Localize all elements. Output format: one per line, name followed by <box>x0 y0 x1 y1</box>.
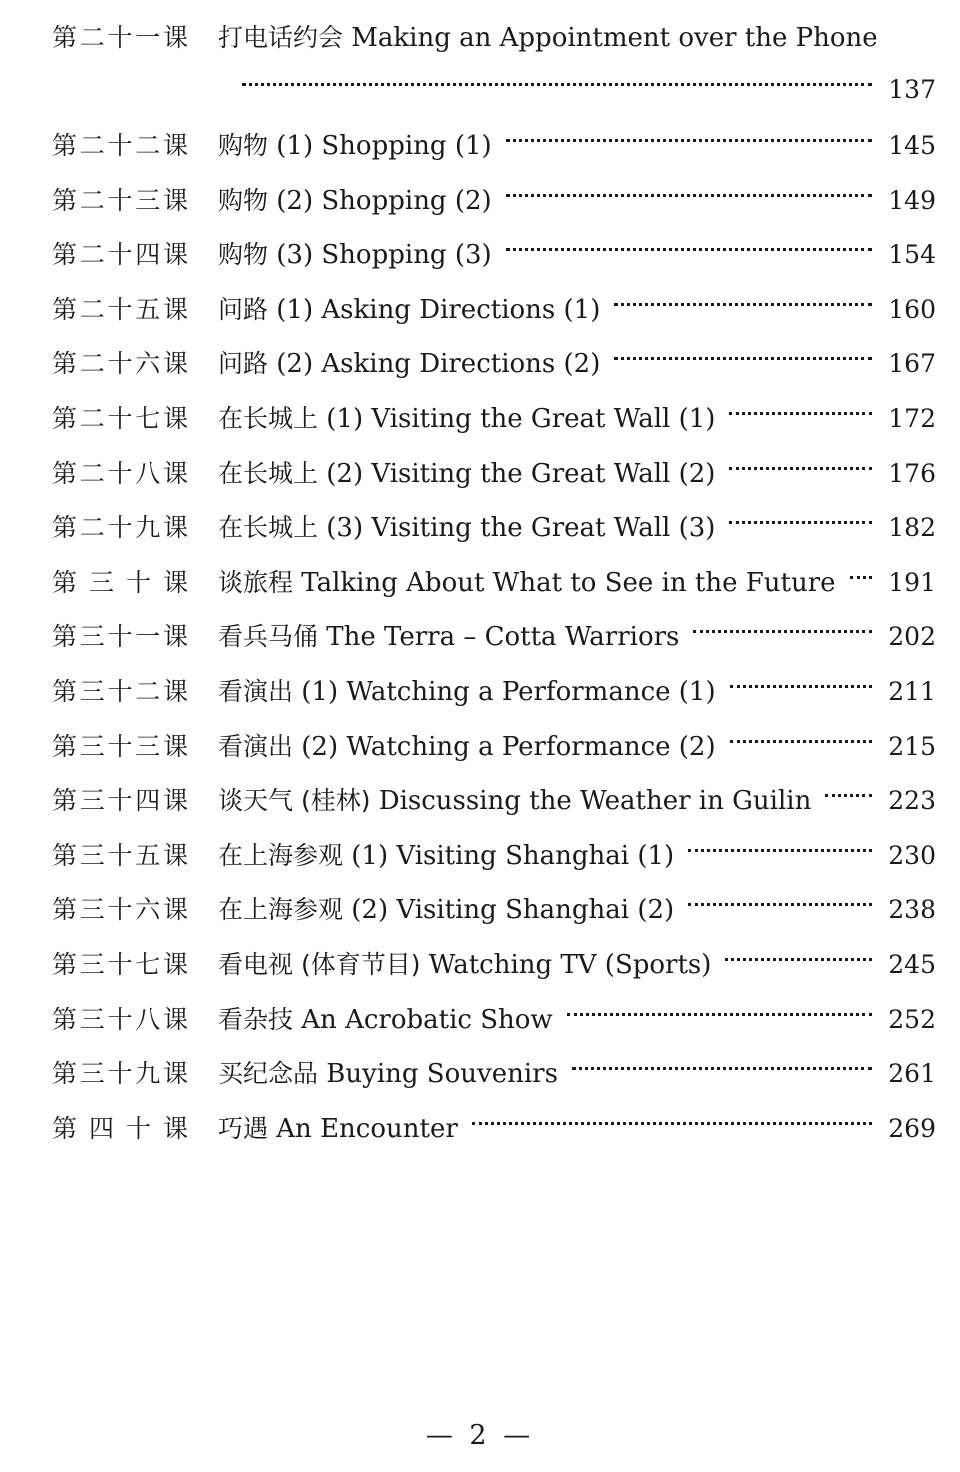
lesson-number: 第二十四课 <box>52 240 188 270</box>
lesson-number: 第三十一课 <box>52 622 188 652</box>
lesson-number: 第二十八课 <box>52 458 188 488</box>
lesson-number: 第二十六课 <box>52 349 188 379</box>
lesson-title <box>218 781 825 821</box>
lesson-title <box>218 181 506 221</box>
page-footer-number: — 2 — <box>425 1420 535 1451</box>
lesson-title <box>218 126 506 166</box>
lesson-title-english: Talking About What to See in the Future <box>301 567 836 598</box>
lesson-title-chinese: 问路 <box>218 294 269 324</box>
lesson-title-english: (1) Asking Directions (1) <box>276 294 601 325</box>
toc-entry <box>52 114 936 169</box>
lesson-title-chinese: 看演出 <box>218 731 294 761</box>
lesson-title-chinese: 巧遇 <box>218 1113 269 1143</box>
lesson-number: 第二十一课 <box>52 23 188 52</box>
lesson-title <box>218 890 688 930</box>
lesson-number: 第二十二课 <box>52 131 188 160</box>
toc-entry <box>52 496 936 551</box>
lesson-title-chinese: 看杂技 <box>218 1004 294 1034</box>
lesson-title-chinese: 看演出 <box>218 676 294 706</box>
page-number: 261 <box>888 1059 936 1089</box>
dot-leader <box>725 933 872 973</box>
lesson-title-chinese: 在上海参观 <box>218 895 344 925</box>
page-number: 149 <box>888 185 936 215</box>
lesson-title <box>218 18 892 58</box>
lesson-title-chinese: 在长城上 <box>218 513 319 543</box>
lesson-title-chinese: 购物 <box>218 240 269 270</box>
toc-entry <box>52 605 936 660</box>
dot-leader <box>242 58 872 98</box>
toc-entry <box>52 442 936 497</box>
toc-entry <box>52 878 936 933</box>
page-number: 215 <box>888 731 936 761</box>
lesson-title-chinese: 谈天气 (桂林) <box>218 786 371 816</box>
lesson-title <box>218 727 730 767</box>
lesson-title <box>218 399 729 439</box>
dot-leader <box>730 660 873 700</box>
lesson-title-english: (1) Watching a Performance (1) <box>301 676 716 707</box>
lesson-title-english: Buying Souvenirs <box>326 1059 558 1090</box>
dot-leader <box>472 1097 873 1137</box>
dot-leader <box>825 769 872 809</box>
toc-entry <box>52 1042 936 1097</box>
lesson-title-english: The Terra – Cotta Warriors <box>326 622 680 653</box>
page-number: 191 <box>888 567 936 597</box>
lesson-title-english: Watching TV (Sports) <box>428 949 712 980</box>
lesson-title-chinese: 买纪念品 <box>218 1059 319 1089</box>
toc-entry <box>52 824 936 879</box>
toc-entry <box>52 387 936 442</box>
lesson-title <box>218 945 725 985</box>
lesson-title-chinese: 看电视 (体育节目) <box>218 949 421 979</box>
lesson-number: 第四十课 <box>52 1113 188 1143</box>
dot-leader <box>506 223 873 263</box>
lesson-title-english: (2) Visiting the Great Wall (2) <box>326 458 716 489</box>
lesson-title <box>218 836 688 876</box>
lesson-number: 第二十九课 <box>52 513 188 543</box>
dot-leader <box>614 278 872 318</box>
dot-leader <box>693 605 872 645</box>
dot-leader <box>729 496 872 536</box>
toc-entry <box>52 18 936 114</box>
page-number: 176 <box>888 458 936 488</box>
page-number: 269 <box>888 1113 936 1143</box>
page-number: 172 <box>888 403 936 433</box>
dot-leader <box>688 878 872 918</box>
lesson-title-english: An Acrobatic Show <box>301 1004 553 1035</box>
lesson-number: 第三十七课 <box>52 949 188 979</box>
toc-entry <box>52 933 936 988</box>
dot-leader <box>850 551 873 591</box>
lesson-number: 第三十四课 <box>52 786 188 816</box>
lesson-title <box>218 672 730 712</box>
toc-entry <box>52 169 936 224</box>
lesson-number: 第三十二课 <box>52 676 188 706</box>
lesson-number: 第三十六课 <box>52 895 188 925</box>
toc-entry <box>52 551 936 606</box>
lesson-title-english: (3) Shopping (3) <box>276 240 492 271</box>
lesson-title-english: Discussing the Weather in Guilin <box>378 786 812 817</box>
lesson-title <box>218 235 506 275</box>
dot-leader <box>506 169 873 209</box>
lesson-title <box>218 344 614 384</box>
lesson-number: 第二十七课 <box>52 403 188 433</box>
toc-entry <box>52 660 936 715</box>
lesson-title <box>218 617 693 657</box>
lesson-title <box>218 508 729 548</box>
lesson-title-english: (2) Visiting Shanghai (2) <box>351 895 675 926</box>
dot-leader <box>688 824 872 864</box>
lesson-title <box>218 290 614 330</box>
dot-leader <box>572 1042 872 1082</box>
lesson-title-chinese: 购物 <box>218 131 269 160</box>
lesson-number: 第三十三课 <box>52 731 188 761</box>
lesson-title-english: (2) Watching a Performance (2) <box>301 731 716 762</box>
dot-leader <box>729 442 872 482</box>
lesson-title <box>218 563 850 603</box>
dot-leader <box>506 114 873 154</box>
lesson-title-english: (1) Visiting Shanghai (1) <box>351 840 675 871</box>
lesson-title-chinese: 购物 <box>218 185 269 215</box>
page-number: 202 <box>888 622 936 652</box>
lesson-title-english: An Encounter <box>276 1113 458 1144</box>
lesson-title <box>218 1000 567 1040</box>
page-number: 182 <box>888 513 936 543</box>
page-number: 160 <box>888 294 936 324</box>
page-number: 230 <box>888 840 936 870</box>
page-number: 245 <box>888 949 936 979</box>
lesson-title-chinese: 在长城上 <box>218 458 319 488</box>
lesson-number: 第二十三课 <box>52 185 188 215</box>
lesson-title-chinese: 问路 <box>218 349 269 379</box>
lesson-title-english: (1) Visiting the Great Wall (1) <box>326 403 716 434</box>
toc-entry <box>52 332 936 387</box>
lesson-title-english: (2) Asking Directions (2) <box>276 349 601 380</box>
dot-leader <box>729 387 872 427</box>
dot-leader <box>730 715 873 755</box>
lesson-title <box>218 1054 572 1094</box>
toc-entry <box>52 1097 936 1152</box>
toc-entry <box>52 223 936 278</box>
dot-leader <box>567 988 873 1028</box>
page-number: 137 <box>888 75 936 104</box>
lesson-number: 第三十九课 <box>52 1059 188 1089</box>
lesson-title-chinese: 看兵马俑 <box>218 622 319 652</box>
lesson-title-english: (2) Shopping (2) <box>276 185 492 216</box>
lesson-title <box>218 454 729 494</box>
toc-entry <box>52 988 936 1043</box>
page-number: 252 <box>888 1004 936 1034</box>
lesson-title <box>218 1109 472 1149</box>
page-number: 154 <box>888 240 936 270</box>
toc-entry <box>52 769 936 824</box>
lesson-number: 第二十五课 <box>52 294 188 324</box>
toc-entry <box>52 715 936 770</box>
lesson-title-english: (3) Visiting the Great Wall (3) <box>326 513 716 544</box>
lesson-title-chinese: 打电话约会 <box>218 23 344 52</box>
lesson-title-english: Making an Appointment over the Phone <box>351 23 878 53</box>
table-of-contents <box>52 18 936 1151</box>
lesson-number: 第三十课 <box>52 567 188 597</box>
dot-leader <box>614 332 872 372</box>
lesson-title-chinese: 谈旅程 <box>218 567 294 597</box>
lesson-title-english: (1) Shopping (1) <box>268 131 492 161</box>
lesson-title-chinese: 在上海参观 <box>218 840 344 870</box>
lesson-number: 第三十八课 <box>52 1004 188 1034</box>
page-number: 145 <box>888 131 936 160</box>
page-number: 211 <box>888 676 936 706</box>
page-number: 167 <box>888 349 936 379</box>
lesson-number: 第三十五课 <box>52 840 188 870</box>
page-number: 238 <box>888 895 936 925</box>
page-number: 223 <box>888 786 936 816</box>
toc-entry <box>52 278 936 333</box>
lesson-title-chinese: 在长城上 <box>218 403 319 433</box>
